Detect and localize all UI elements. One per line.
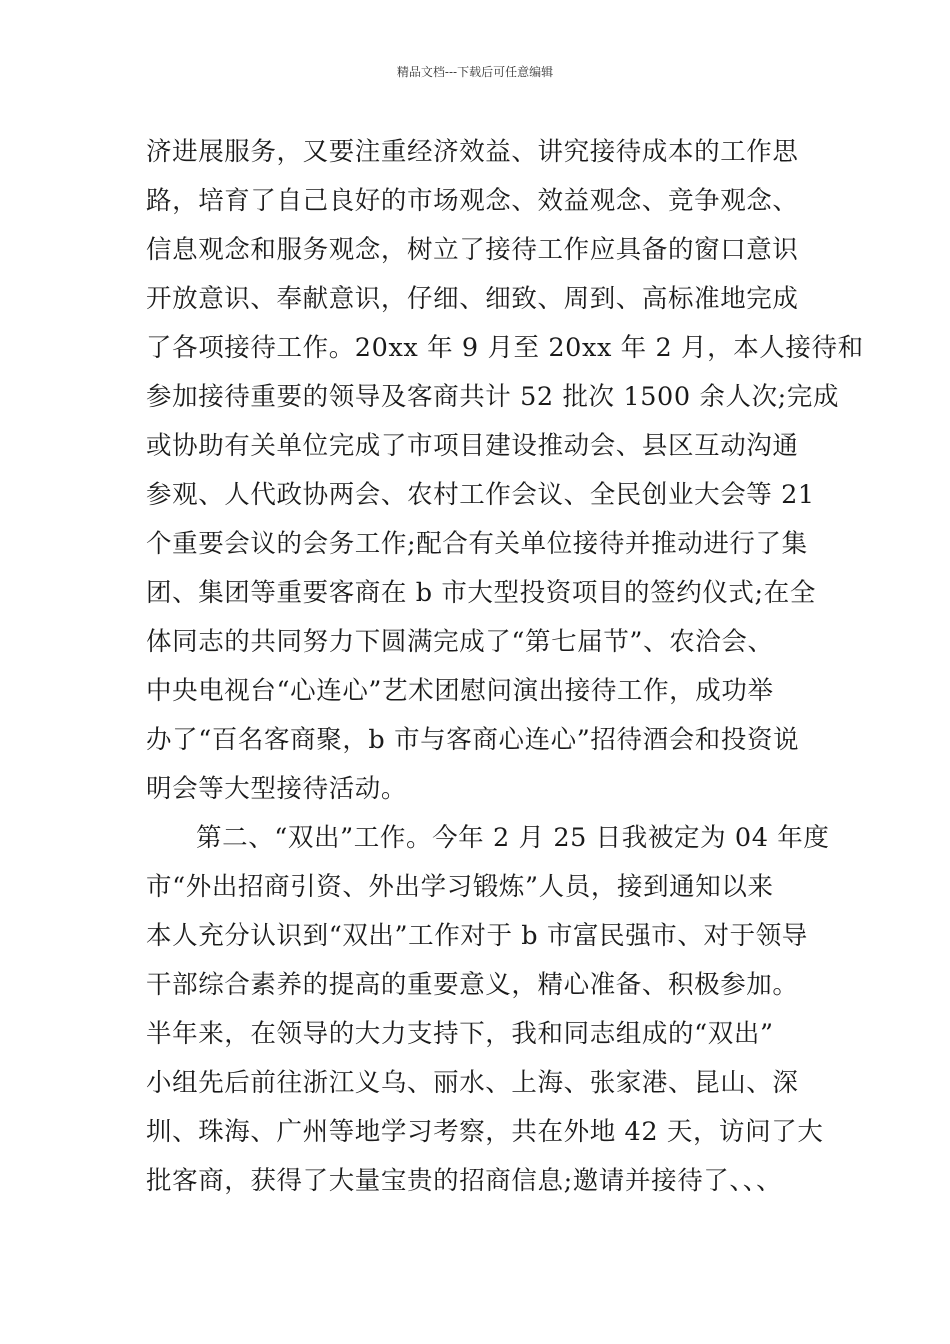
document-body bbox=[146, 128, 864, 1206]
paragraph-double-out-work bbox=[146, 814, 830, 1206]
text-line: 体同志的共同努力下圆满完成了“第七届节”、农洽会、 bbox=[146, 627, 774, 657]
text-line: 了各项接待工作。20xx 年 9 月至 20xx 年 2 月，本人接待和 bbox=[146, 333, 864, 363]
text-line: 参观、人代政协两会、农村工作会议、全民创业大会等 21 bbox=[146, 480, 815, 510]
text-line: 路，培育了自己良好的市场观念、效益观念、竞争观念、 bbox=[146, 186, 799, 216]
text-line: 个重要会议的会务工作;配合有关单位接待并推动进行了集 bbox=[146, 529, 808, 559]
text-line: 本人充分认识到“双出”工作对于 b 市富民强市、对于领导 bbox=[146, 921, 808, 951]
text-line: 小组先后前往浙江义乌、丽水、上海、张家港、昆山、深 bbox=[146, 1068, 799, 1098]
text-line: 信息观念和服务观念，树立了接待工作应具备的窗口意识 bbox=[146, 235, 799, 265]
paragraph-reception-work bbox=[146, 128, 864, 814]
text-line: 圳、珠海、广州等地学习考察，共在外地 42 天，访问了大 bbox=[146, 1117, 824, 1147]
text-line: 参加接待重要的领导及客商共计 52 批次 1500 余人次;完成 bbox=[146, 382, 840, 412]
text-line: 开放意识、奉献意识，仔细、细致、周到、高标准地完成 bbox=[146, 284, 799, 314]
text-line: 批客商，获得了大量宝贵的招商信息;邀请并接待了、、、 bbox=[146, 1166, 783, 1196]
text-line: 干部综合素养的提高的重要意义，精心准备、积极参加。 bbox=[146, 970, 799, 1000]
text-line: 第二、“双出”工作。今年 2 月 25 日我被定为 04 年度 bbox=[196, 823, 830, 853]
text-line: 中央电视台“心连心”艺术团慰问演出接待工作，成功举 bbox=[146, 676, 774, 706]
text-line: 半年来，在领导的大力支持下，我和同志组成的“双出” bbox=[146, 1019, 774, 1049]
page-header: 精品文档---下载后可任意编辑 bbox=[396, 65, 554, 79]
text-line: 市“外出招商引资、外出学习锻炼”人员，接到通知以来 bbox=[146, 872, 774, 902]
text-line: 办了“百名客商聚，b 市与客商心连心”招待酒会和投资说 bbox=[146, 725, 800, 755]
text-line: 团、集团等重要客商在 b 市大型投资项目的签约仪式;在全 bbox=[146, 578, 816, 608]
text-line: 或协助有关单位完成了市项目建设推动会、县区互动沟通 bbox=[146, 431, 799, 461]
text-line: 济进展服务，又要注重经济效益、讲究接待成本的工作思 bbox=[146, 137, 799, 167]
text-line: 明会等大型接待活动。 bbox=[146, 774, 408, 804]
